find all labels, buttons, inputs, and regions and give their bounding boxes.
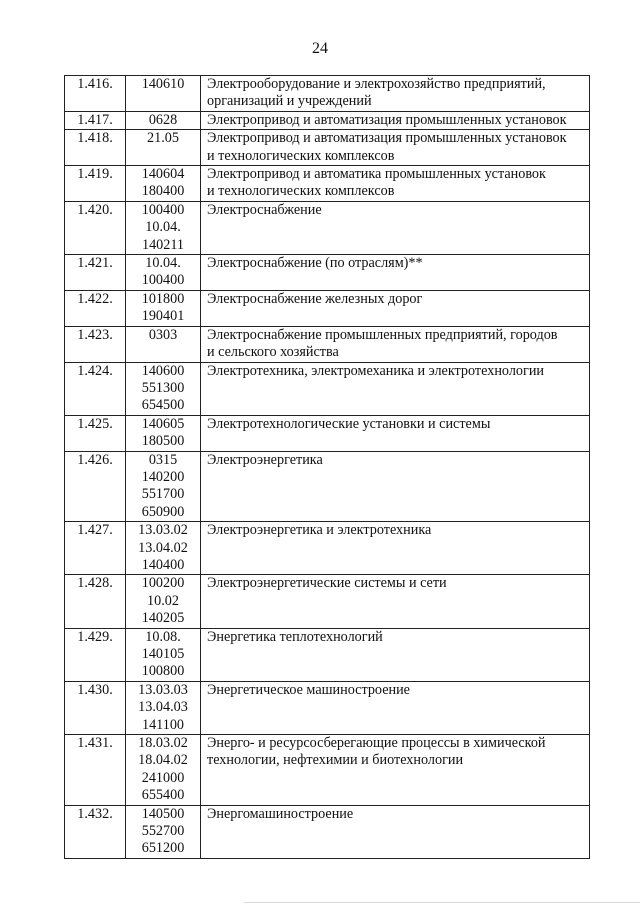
specialty-name-line: Электроснабжение железных дорог: [207, 290, 423, 307]
specialty-name-cell: [201, 166, 590, 202]
row-number: 1.431.: [77, 735, 113, 752]
specialty-name-line: Электротехника, электромеханика и электротехнологии: [207, 362, 545, 379]
row-number: 1.428.: [77, 575, 113, 592]
row-number: 1.423.: [77, 326, 113, 343]
specialty-name-line: Энергомашиностроение: [207, 805, 354, 822]
specialty-code: 100800: [141, 663, 185, 680]
specialty-code: 551700: [141, 486, 185, 503]
row-number: 1.420.: [77, 201, 113, 218]
code-cell: [126, 130, 201, 166]
row-number-cell: [65, 130, 126, 166]
specialty-name-line: и технологических комплексов: [207, 183, 395, 200]
row-number-cell: [65, 451, 126, 522]
table-row: [65, 415, 590, 451]
table-row: [65, 362, 590, 415]
specialty-code: 651200: [141, 840, 185, 857]
table-row: [65, 76, 590, 112]
specialty-name-line: технологии, нефтехимии и биотехнологии: [207, 752, 464, 769]
table-row: [65, 290, 590, 326]
specialty-code: 140500: [141, 805, 185, 822]
row-number: 1.430.: [77, 681, 113, 698]
row-number-cell: [65, 290, 126, 326]
specialty-code: 21.05: [147, 130, 179, 147]
table-row: [65, 451, 590, 522]
specialty-code: 100200: [141, 575, 185, 592]
specialty-code: 140600: [141, 362, 185, 379]
specialty-name-cell: [201, 628, 590, 681]
specialty-code: 13.04.02: [138, 539, 188, 556]
scan-edge-line: [244, 902, 640, 903]
table-row: [65, 681, 590, 734]
code-cell: [126, 735, 201, 806]
specialty-name-line: Электроснабжение: [207, 201, 322, 218]
row-number-cell: [65, 201, 126, 254]
specialty-code: 180400: [141, 183, 185, 200]
specialty-code: 13.04.03: [138, 699, 188, 716]
specialty-code: 655400: [141, 787, 185, 804]
specialty-code: 140105: [141, 646, 185, 662]
specialty-code: 140610: [141, 76, 185, 92]
specialty-code: 551300: [141, 379, 185, 396]
specialty-code: 100400: [141, 201, 185, 218]
code-cell: [126, 290, 201, 326]
specialty-code: 140200: [141, 468, 185, 485]
row-number: 1.419.: [77, 166, 113, 183]
specialty-code: 13.03.03: [138, 681, 188, 698]
specialty-code: 10.04.: [145, 219, 181, 236]
specialty-code: 241000: [141, 769, 185, 786]
specialty-name-cell: [201, 805, 590, 858]
row-number: 1.427.: [77, 522, 113, 539]
specialty-code: 10.08.: [145, 628, 181, 645]
specialty-code: 100400: [141, 272, 185, 289]
row-number-cell: [65, 628, 126, 681]
specialty-name-line: Электропривод и автоматика промышленных установок: [207, 166, 546, 183]
specialty-code: 18.03.02: [138, 735, 188, 752]
row-number-cell: [65, 575, 126, 628]
page-number: 24: [312, 40, 328, 57]
specialty-name-cell: [201, 362, 590, 415]
row-number: 1.421.: [77, 255, 113, 272]
specialty-name-line: Энергетическое машиностроение: [207, 681, 410, 698]
specialty-name-cell: [201, 681, 590, 734]
specialty-code: 0315: [148, 451, 178, 468]
table-row: [65, 805, 590, 858]
specialty-code: 654500: [141, 397, 185, 414]
table-row: [65, 166, 590, 202]
row-number-cell: [65, 681, 126, 734]
row-number-cell: [65, 76, 126, 112]
code-cell: [126, 201, 201, 254]
row-number: 1.425.: [77, 415, 113, 432]
code-cell: [126, 111, 201, 129]
specialty-code: 650900: [141, 503, 185, 520]
specialty-name-cell: [201, 290, 590, 326]
specialty-name-cell: [201, 255, 590, 291]
specialty-name-line: Энерго- и ресурсосберегающие процессы в химической: [207, 735, 546, 752]
row-number: 1.424.: [77, 362, 113, 379]
specialty-name-cell: [201, 735, 590, 806]
table-row: [65, 628, 590, 681]
specialty-name-line: Энергетика теплотехнологий: [207, 628, 383, 645]
row-number: 1.417.: [77, 111, 113, 128]
specialty-name-line: Электротехнологические установки и системы: [207, 415, 491, 432]
specialty-code: 101800: [141, 290, 185, 307]
table-body: [65, 76, 590, 859]
specialty-name-line: Электроэнергетика и электротехника: [207, 522, 432, 539]
table-row: [65, 130, 590, 166]
specialty-code: 13.03.02: [138, 522, 188, 539]
code-cell: [126, 326, 201, 362]
table-row: [65, 201, 590, 254]
specialty-name-cell: [201, 415, 590, 451]
row-number-cell: [65, 255, 126, 291]
row-number-cell: [65, 805, 126, 858]
table-row: [65, 575, 590, 628]
specialty-code: 10.02: [147, 592, 179, 609]
specialty-code: 140211: [141, 236, 185, 253]
specialty-code: 140205: [141, 610, 185, 627]
row-number: 1.432.: [77, 805, 113, 822]
code-cell: [126, 415, 201, 451]
specialty-code: 18.04.02: [138, 752, 188, 769]
specialty-name-cell: [201, 451, 590, 522]
code-cell: [126, 681, 201, 734]
specialty-name-line: Электроснабжение промышленных предприятий, городов: [207, 326, 558, 343]
specialty-name-line: Электропривод и автоматизация промышленных установок: [207, 130, 567, 147]
row-number-cell: [65, 362, 126, 415]
row-number: 1.418.: [77, 130, 113, 147]
table-row: [65, 522, 590, 575]
row-number-cell: [65, 415, 126, 451]
code-cell: [126, 76, 201, 112]
row-number: 1.429.: [77, 628, 113, 645]
row-number-cell: [65, 111, 126, 129]
specialty-code: 10.04.: [145, 255, 181, 272]
code-cell: [126, 628, 201, 681]
specialty-name-line: Электроэнергетические системы и сети: [207, 575, 447, 592]
row-number: 1.422.: [77, 290, 113, 307]
specialty-code: 141100: [141, 716, 185, 733]
code-cell: [126, 575, 201, 628]
specialty-code: 140400: [141, 556, 185, 573]
specialty-code: 0628: [148, 111, 178, 128]
specialty-name-cell: [201, 201, 590, 254]
specialty-code: 180500: [141, 433, 185, 450]
specialty-name-cell: [201, 522, 590, 575]
table-row: [65, 735, 590, 806]
row-number-cell: [65, 166, 126, 202]
specialty-name-line: и технологических комплексов: [207, 147, 395, 164]
specialty-code: 0303: [148, 326, 178, 343]
specialty-code: 190401: [141, 308, 185, 325]
table-row: [65, 326, 590, 362]
row-number: 1.416.: [77, 76, 113, 92]
row-number-cell: [65, 735, 126, 806]
row-number-cell: [65, 326, 126, 362]
specialty-name-cell: [201, 326, 590, 362]
specialty-name-line: и сельского хозяйства: [207, 344, 339, 361]
specialties-table: [64, 75, 590, 859]
row-number: 1.426.: [77, 451, 113, 468]
specialty-name-line: Электроснабжение (по отраслям)**: [207, 255, 423, 272]
specialty-name-line: Электрооборудование и электрохозяйство предприятий,: [207, 76, 546, 92]
specialty-name-cell: [201, 111, 590, 129]
table-row: [65, 255, 590, 291]
specialty-code: 140604: [141, 166, 185, 183]
specialty-code: 140605: [141, 415, 185, 432]
specialty-name-cell: [201, 76, 590, 112]
code-cell: [126, 362, 201, 415]
specialty-code: 552700: [141, 823, 185, 840]
code-cell: [126, 522, 201, 575]
specialty-name-line: Электропривод и автоматизация промышленных установок: [207, 111, 567, 128]
specialty-name-line: организаций и учреждений: [207, 93, 372, 110]
code-cell: [126, 166, 201, 202]
code-cell: [126, 451, 201, 522]
code-cell: [126, 255, 201, 291]
specialty-name-cell: [201, 130, 590, 166]
row-number-cell: [65, 522, 126, 575]
specialty-name-cell: [201, 575, 590, 628]
code-cell: [126, 805, 201, 858]
specialty-name-line: Электроэнергетика: [207, 451, 323, 468]
table-row: [65, 111, 590, 129]
